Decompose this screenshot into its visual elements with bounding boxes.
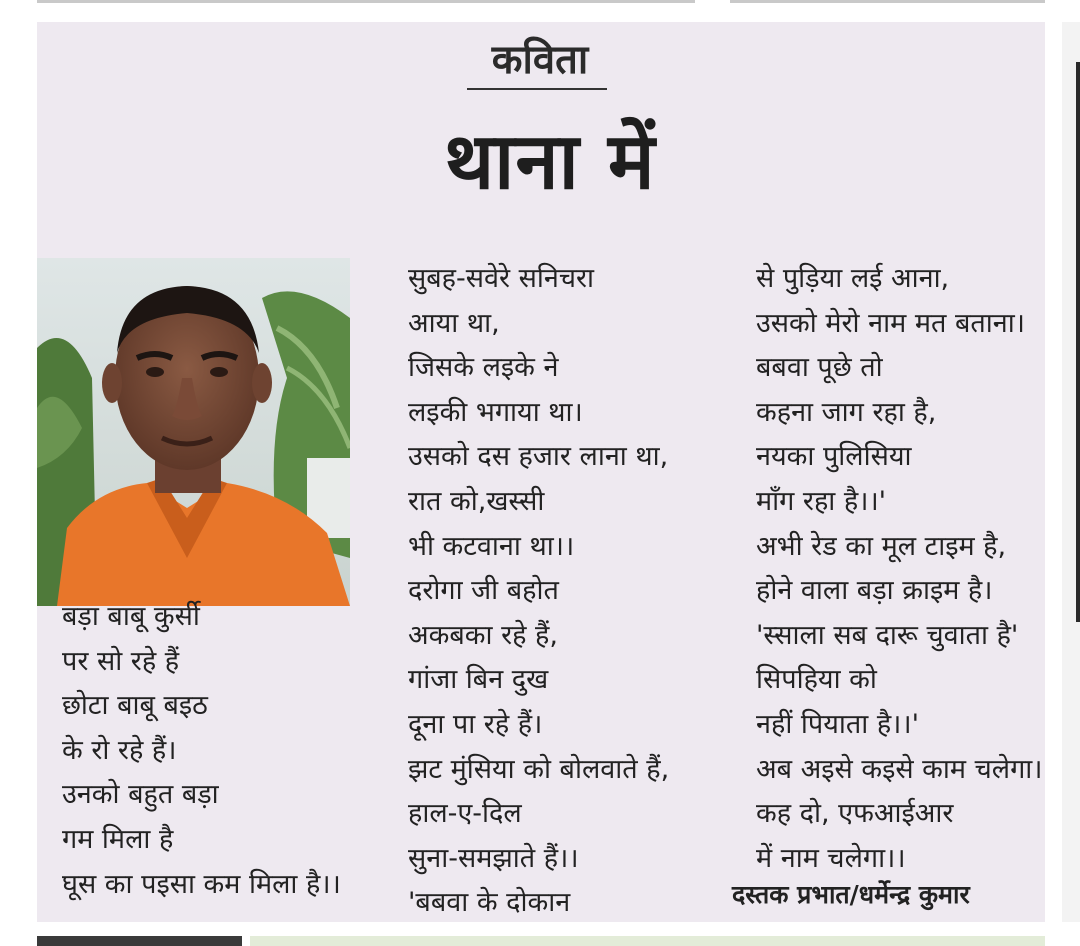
section-label: कविता	[491, 37, 589, 83]
poem-line: से पुड़िया लई आना,	[756, 263, 950, 294]
poem-line: नहीं पियाता है।।'	[756, 708, 920, 740]
poem-line: बबवा पूछे तो	[756, 352, 883, 384]
poem-line: हाल-ए-दिल	[408, 798, 522, 830]
poem-line: बड़ा बाबू कुर्सी	[62, 601, 200, 632]
poem-line: सिपहिया को	[756, 664, 877, 696]
poem-line: लइकी भगाया था।	[408, 396, 583, 428]
poem-line: रात को,खस्सी	[408, 485, 545, 517]
poem-line: माँग रहा है।।'	[756, 485, 887, 517]
poem-line: कहना जाग रहा है,	[756, 396, 937, 428]
poem-line: में नाम चलेगा।।	[756, 842, 906, 874]
author-byline: दस्तक प्रभात/धर्मेन्द्र कुमार	[732, 880, 970, 909]
poem-line: गांजा बिन दुख	[408, 664, 549, 696]
poem-line: नयका पुलिसिया	[756, 441, 912, 473]
top-rule-left	[37, 0, 695, 3]
top-rule-right	[730, 0, 1045, 3]
poem-line: के रो रहे हैं।	[62, 734, 177, 766]
poem-line: 'बबवा के दोकान	[408, 887, 571, 919]
poem-line: उसको मेरो नाम मत बताना।	[756, 307, 1025, 339]
poem-line: कह दो, एफआईआर	[756, 798, 954, 830]
next-article-panel-strip	[250, 936, 1045, 946]
poem-line: भी कटवाना था।।	[408, 530, 575, 562]
poem-line: छोटा बाबू बइठ	[62, 690, 208, 722]
poem-line: झट मुंसिया को बोलवाते हैं,	[408, 753, 670, 785]
poem-line: अब अइसे कइसे काम चलेगा।	[756, 753, 1043, 785]
poem-line: उनको बहुत बड़ा	[62, 779, 219, 811]
poem-line: दूना पा रहे हैं।	[408, 708, 543, 740]
poem-line: जिसके लइके ने	[408, 352, 559, 384]
poem-title: थाना में	[444, 117, 656, 207]
poem-line: होने वाला बड़ा क्राइम है।	[756, 575, 993, 607]
poem-line: घूस का पइसा कम मिला है।।	[62, 868, 341, 900]
poem-line: सुना-समझाते हैं।।	[408, 842, 579, 874]
poem-line: पर सो रहे हैं	[62, 645, 180, 677]
section-label-underline	[467, 88, 607, 90]
poem-line: अभी रेड का मूल टाइम है,	[756, 530, 1007, 562]
poem-line: उसको दस हजार लाना था,	[408, 441, 669, 473]
poem-column-2	[408, 257, 728, 926]
poem-line: 'स्साला सब दारू चुवाता है'	[756, 619, 1019, 651]
poem-column-3	[756, 257, 1056, 881]
next-article-image-strip	[37, 936, 242, 946]
poem-line: अकबका रहे हैं,	[408, 619, 558, 651]
poem-line: आया था,	[408, 307, 500, 339]
poem-line: गम मिला है	[62, 823, 174, 855]
author-photo	[37, 258, 350, 606]
adjacent-page-edge	[1062, 22, 1080, 922]
poem-column-1	[62, 595, 382, 907]
poem-line: दरोगा जी बहोत	[408, 575, 559, 607]
poem-line: सुबह-सवेरे सनिचरा	[408, 263, 595, 294]
